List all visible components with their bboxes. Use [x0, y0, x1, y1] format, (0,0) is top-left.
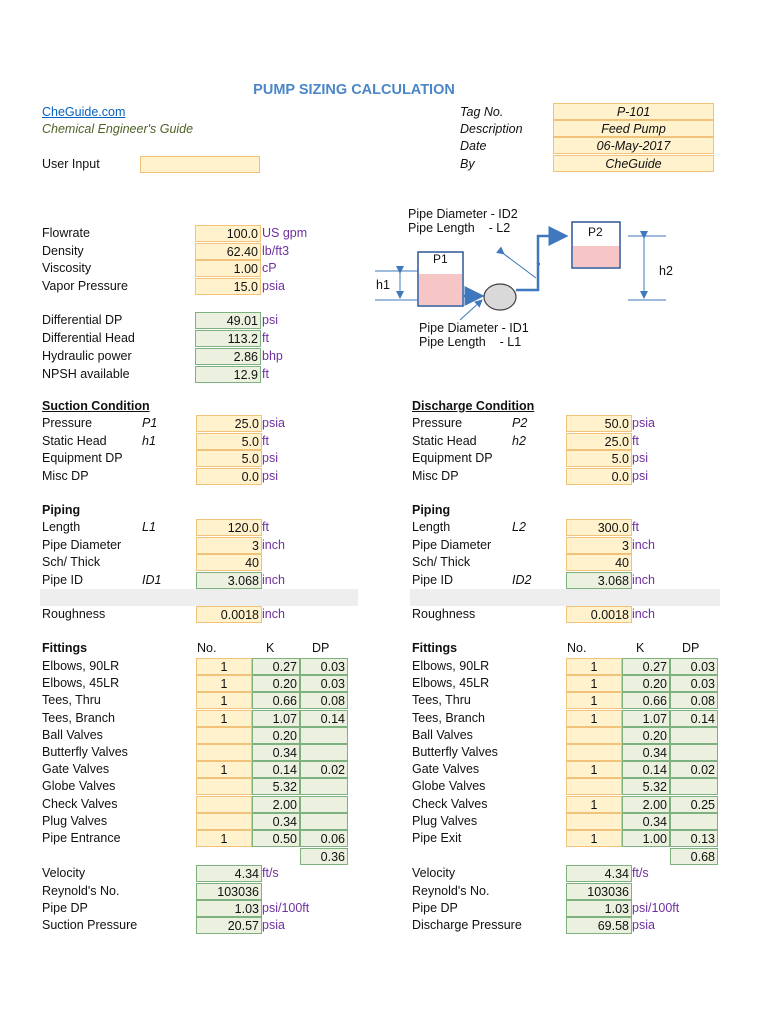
discharge-fitting-name: Gate Valves	[412, 762, 480, 777]
discharge-col-k: K	[636, 641, 645, 655]
suction-header: Suction Condition	[42, 399, 150, 413]
result-unit: bhp	[262, 349, 283, 363]
suction-fitting-count[interactable]	[196, 813, 252, 830]
suction-fitting-k: 0.20	[252, 675, 300, 692]
input-label: Flowrate	[42, 226, 90, 240]
suction-length-unit: ft	[262, 520, 269, 534]
suction-fitting-k: 0.14	[252, 761, 300, 778]
discharge-row-label: Static Head	[412, 433, 477, 448]
discharge-fitting-dp: 0.02	[670, 761, 718, 778]
discharge-fitting-k: 0.34	[622, 744, 670, 761]
suction-fitting-name: Tees, Branch	[42, 710, 115, 725]
suction-row-label: Static Head	[42, 433, 107, 448]
suction-fitting-count[interactable]: 1	[196, 710, 252, 727]
discharge-fitting-name: Elbows, 45LR	[412, 676, 490, 691]
page-title: PUMP SIZING CALCULATION	[253, 82, 455, 98]
discharge-roughness-unit: inch	[632, 607, 655, 621]
pump-icon	[484, 284, 516, 310]
suction-length-label: Length	[42, 520, 81, 534]
discharge-fitting-count[interactable]: 1	[566, 796, 622, 813]
suction-fitting-dp: 0.02	[300, 761, 348, 778]
discharge-separator-band	[410, 589, 720, 606]
suction-fitting-k: 0.66	[252, 692, 300, 709]
discharge-pipe-id-symbol: ID2	[512, 572, 532, 587]
suction-fitting-name: Butterfly Valves	[42, 745, 128, 759]
input-unit: US gpm	[262, 226, 308, 240]
discharge-fitting-count[interactable]: 1	[566, 675, 622, 692]
suction-fitting-name: Gate Valves	[42, 762, 110, 777]
suction-row-label: Equipment DP	[42, 451, 123, 465]
suction-fitting-dp: 0.03	[300, 675, 348, 692]
suction-row-unit: psi	[262, 468, 278, 483]
discharge-fitting-name: Butterfly Valves	[412, 745, 498, 759]
discharge-fitting-count[interactable]: 1	[566, 761, 622, 778]
site-subtitle: Chemical Engineer's Guide	[42, 122, 194, 136]
suction-sch-label: Sch/ Thick	[42, 555, 101, 569]
suction-reynolds-value: 103036	[196, 883, 262, 900]
discharge-fitting-k: 2.00	[622, 796, 670, 813]
suction-final-value: 20.57	[196, 917, 262, 934]
suction-length-symbol: L1	[142, 520, 156, 534]
discharge-fitting-dp	[670, 727, 718, 744]
tag-label: Tag No.	[460, 105, 504, 119]
discharge-fitting-name: Tees, Thru	[412, 693, 471, 708]
discharge-fittings-header: Fittings	[412, 641, 458, 655]
discharge-pipe-id-label: Pipe ID	[412, 572, 453, 587]
description-label: Description	[460, 122, 523, 136]
by-value[interactable]: CheGuide	[553, 155, 714, 172]
input-label: Viscosity	[42, 261, 92, 275]
suction-fitting-k: 2.00	[252, 796, 300, 813]
suction-fitting-dp: 0.06	[300, 830, 348, 847]
discharge-diameter-value[interactable]: 3	[566, 537, 632, 554]
discharge-reynolds-value: 103036	[566, 883, 632, 900]
suction-col-k: K	[266, 641, 275, 655]
suction-velocity-unit: ft/s	[262, 866, 279, 880]
discharge-piping-header: Piping	[412, 503, 451, 517]
discharge-fitting-dp	[670, 813, 718, 830]
suction-fitting-k: 0.27	[252, 658, 300, 675]
discharge-length-label: Length	[412, 520, 451, 534]
discharge-length-value[interactable]: 300.0	[566, 519, 632, 536]
input-label: Vapor Pressure	[42, 278, 128, 293]
suction-diameter-label: Pipe Diameter	[42, 537, 122, 552]
suction-fitting-dp	[300, 744, 348, 761]
suction-fitting-dp	[300, 813, 348, 830]
input-unit: lb/ft3	[262, 243, 290, 258]
date-value[interactable]: 06-May-2017	[553, 137, 714, 154]
discharge-fitting-name: Ball Valves	[412, 727, 473, 742]
suction-pipe-id-value: 3.068	[196, 572, 262, 589]
suction-fitting-name: Plug Valves	[42, 813, 108, 828]
result-value: 12.9	[195, 366, 261, 383]
discharge-fitting-count[interactable]: 1	[566, 710, 622, 727]
suction-row-symbol: P1	[142, 416, 158, 430]
discharge-fitting-dp	[670, 744, 718, 761]
result-unit: ft	[262, 331, 269, 345]
suction-row-value[interactable]: 25.0	[196, 415, 262, 432]
discharge-velocity-value: 4.34	[566, 865, 632, 882]
result-label: Hydraulic power	[42, 349, 132, 363]
h1-label: h1	[376, 278, 390, 292]
suction-fitting-name: Elbows, 45LR	[42, 676, 120, 691]
discharge-reynolds-label: Reynold's No.	[412, 883, 490, 898]
suction-final-unit: psia	[262, 918, 285, 932]
input-value[interactable]: 62.40	[195, 243, 261, 260]
discharge-fitting-dp	[670, 778, 718, 795]
discharge-pipe-id-unit: inch	[632, 572, 655, 587]
discharge-row-label: Equipment DP	[412, 451, 493, 465]
discharge-fitting-dp: 0.08	[670, 692, 718, 709]
suction-fitting-count[interactable]: 1	[196, 761, 252, 778]
input-value[interactable]: 100.0	[195, 225, 261, 242]
suction-row-label: Pressure	[42, 416, 93, 430]
discharge-fitting-name: Globe Valves	[412, 779, 486, 794]
discharge-fitting-dp: 0.03	[670, 675, 718, 692]
discharge-row-label: Pressure	[412, 416, 463, 430]
vessel-p1-liquid	[419, 274, 462, 305]
discharge-fitting-name: Check Valves	[412, 796, 488, 811]
suction-fitting-dp	[300, 778, 348, 795]
discharge-final-value: 69.58	[566, 917, 632, 934]
suction-reynolds-label: Reynold's No.	[42, 883, 120, 898]
discharge-header: Discharge Condition	[412, 399, 535, 413]
suction-row-unit: psia	[262, 416, 285, 430]
vessel-p2-liquid	[573, 246, 619, 267]
suction-fitting-name: Tees, Thru	[42, 693, 101, 708]
suction-velocity-value: 4.34	[196, 865, 262, 882]
discharge-fitting-k: 0.20	[622, 727, 670, 744]
discharge-roughness-label: Roughness	[412, 607, 476, 621]
input-value[interactable]: 15.0	[195, 278, 261, 295]
discharge-sch-value[interactable]: 40	[566, 554, 632, 571]
discharge-fitting-name: Tees, Branch	[412, 710, 485, 725]
result-value: 49.01	[195, 312, 261, 329]
suction-fitting-k: 0.20	[252, 727, 300, 744]
discharge-pipe-id-value: 3.068	[566, 572, 632, 589]
discharge-row-value[interactable]: 5.0	[566, 450, 632, 467]
discharge-sch-label: Sch/ Thick	[412, 555, 471, 569]
user-input-legend	[140, 156, 260, 173]
by-label: By	[460, 157, 475, 171]
suction-col-no: No.	[197, 641, 217, 655]
suction-fitting-count[interactable]	[196, 744, 252, 761]
discharge-fitting-count[interactable]: 1	[566, 692, 622, 709]
discharge-row-value[interactable]: 0.0	[566, 468, 632, 485]
tag-value[interactable]: P-101	[553, 103, 714, 120]
suction-fitting-k: 0.34	[252, 813, 300, 830]
discharge-fitting-k: 0.27	[622, 658, 670, 675]
discharge-diameter-unit: inch	[632, 537, 655, 552]
discharge-col-dp: DP	[682, 641, 700, 655]
p1-label: P1	[433, 252, 448, 266]
discharge-row-unit: ft	[632, 433, 639, 448]
discharge-final-label: Discharge Pressure	[412, 918, 522, 932]
h2-label: h2	[659, 264, 673, 278]
suction-row-value[interactable]: 5.0	[196, 433, 262, 450]
discharge-fitting-k: 1.00	[622, 830, 670, 847]
suction-roughness-unit: inch	[262, 607, 285, 621]
discharge-fitting-count[interactable]	[566, 813, 622, 830]
discharge-fitting-name: Pipe Exit	[412, 831, 462, 845]
p2-label: P2	[588, 225, 603, 239]
suction-length-value[interactable]: 120.0	[196, 519, 262, 536]
suction-fitting-count[interactable]	[196, 778, 252, 795]
suction-pipe_dp-unit: psi/100ft	[262, 901, 310, 915]
suction-row-label: Misc DP	[42, 468, 89, 483]
suction-fitting-k: 0.50	[252, 830, 300, 847]
suction-roughness-value[interactable]: 0.0018	[196, 606, 262, 623]
suction-fitting-k: 5.32	[252, 778, 300, 795]
suction-fitting-dp: 0.03	[300, 658, 348, 675]
discharge-pipe_dp-unit: psi/100ft	[632, 901, 680, 915]
discharge-fittings-total-dp: 0.68	[670, 848, 718, 865]
discharge-fitting-k: 1.07	[622, 710, 670, 727]
discharge-roughness-value[interactable]: 0.0018	[566, 606, 632, 623]
suction-fitting-count[interactable]: 1	[196, 692, 252, 709]
discharge-fitting-count[interactable]: 1	[566, 830, 622, 847]
discharge-fitting-k: 0.20	[622, 675, 670, 692]
discharge-pipe_dp-value: 1.03	[566, 900, 632, 917]
discharge-row-value[interactable]: 25.0	[566, 433, 632, 450]
pipe-diameter-id2: Pipe Diameter - ID2	[408, 207, 518, 221]
suction-fitting-count[interactable]: 1	[196, 830, 252, 847]
discharge-velocity-label: Velocity	[412, 866, 456, 880]
suction-fitting-name: Ball Valves	[42, 727, 103, 742]
description-value[interactable]: Feed Pump	[553, 120, 714, 137]
suction-fitting-count[interactable]	[196, 796, 252, 813]
suction-fittings-total-dp: 0.36	[300, 848, 348, 865]
result-label: Differential Head	[42, 331, 135, 345]
discharge-row-unit: psi	[632, 468, 648, 483]
discharge-line-upper	[538, 236, 566, 264]
discharge-row-unit: psi	[632, 451, 648, 465]
discharge-fitting-count[interactable]	[566, 744, 622, 761]
pipe-length-l2: Pipe Length - L2	[408, 221, 511, 235]
suction-row-value[interactable]: 5.0	[196, 450, 262, 467]
input-value[interactable]: 1.00	[195, 260, 261, 277]
suction-fitting-k: 0.34	[252, 744, 300, 761]
discharge-row-value[interactable]: 50.0	[566, 415, 632, 432]
suction-fitting-dp	[300, 727, 348, 744]
discharge-fitting-k: 0.34	[622, 813, 670, 830]
input-unit: psia	[262, 278, 285, 293]
discharge-fitting-k: 5.32	[622, 778, 670, 795]
discharge-row-label: Misc DP	[412, 468, 459, 483]
suction-fitting-count[interactable]	[196, 727, 252, 744]
suction-velocity-label: Velocity	[42, 866, 86, 880]
discharge-diameter-label: Pipe Diameter	[412, 537, 492, 552]
suction-fitting-k: 1.07	[252, 710, 300, 727]
result-value: 2.86	[195, 348, 261, 365]
discharge-fitting-dp: 0.14	[670, 710, 718, 727]
suction-row-unit: psi	[262, 451, 278, 465]
suction-fitting-count[interactable]: 1	[196, 658, 252, 675]
discharge-row-symbol: h2	[512, 433, 526, 448]
suction-final-label: Suction Pressure	[42, 918, 138, 932]
discharge-fitting-k: 0.66	[622, 692, 670, 709]
suction-row-symbol: h1	[142, 433, 156, 448]
id2-pointer-head	[504, 254, 509, 258]
discharge-fitting-name: Plug Valves	[412, 813, 478, 828]
suction-pipe_dp-value: 1.03	[196, 900, 262, 917]
suction-col-dp: DP	[312, 641, 330, 655]
suction-fitting-dp: 0.14	[300, 710, 348, 727]
discharge-pipe_dp-label: Pipe DP	[412, 901, 458, 915]
discharge-velocity-unit: ft/s	[632, 866, 649, 880]
site-link[interactable]: CheGuide.com	[42, 105, 126, 119]
suction-roughness-label: Roughness	[42, 607, 106, 621]
suction-pipe_dp-label: Pipe DP	[42, 901, 88, 915]
result-unit: ft	[262, 367, 269, 381]
date-label: Date	[460, 139, 487, 153]
suction-piping-header: Piping	[42, 503, 81, 517]
discharge-fitting-dp: 0.03	[670, 658, 718, 675]
suction-sch-value[interactable]: 40	[196, 554, 262, 571]
discharge-col-no: No.	[567, 641, 587, 655]
discharge-fitting-k: 0.14	[622, 761, 670, 778]
suction-fitting-count[interactable]: 1	[196, 675, 252, 692]
discharge-length-unit: ft	[632, 520, 639, 534]
discharge-row-symbol: P2	[512, 416, 528, 430]
suction-pipe-id-symbol: ID1	[142, 572, 162, 587]
discharge-fitting-name: Elbows, 90LR	[412, 659, 490, 673]
suction-fitting-name: Globe Valves	[42, 779, 116, 794]
pipe-length-l1: Pipe Length - L1	[419, 335, 522, 349]
suction-fitting-dp	[300, 796, 348, 813]
pipe-diameter-id1: Pipe Diameter - ID1	[419, 321, 529, 335]
discharge-fitting-count[interactable]: 1	[566, 658, 622, 675]
suction-pipe-id-label: Pipe ID	[42, 572, 83, 587]
suction-separator-band	[40, 589, 358, 606]
discharge-final-unit: psia	[632, 918, 655, 932]
input-unit: cP	[262, 261, 277, 275]
result-value: 113.2	[195, 330, 261, 347]
suction-diameter-value[interactable]: 3	[196, 537, 262, 554]
suction-pipe-id-unit: inch	[262, 572, 285, 587]
input-label: Density	[42, 243, 84, 258]
discharge-line	[516, 264, 540, 290]
suction-diameter-unit: inch	[262, 537, 285, 552]
result-label: NPSH available	[42, 367, 130, 381]
result-label: Differential DP	[42, 313, 123, 327]
discharge-fitting-count[interactable]	[566, 727, 622, 744]
discharge-fitting-count[interactable]	[566, 778, 622, 795]
suction-fitting-dp: 0.08	[300, 692, 348, 709]
discharge-row-unit: psia	[632, 416, 655, 430]
suction-fittings-header: Fittings	[42, 641, 88, 655]
discharge-fitting-dp: 0.25	[670, 796, 718, 813]
discharge-fitting-dp: 0.13	[670, 830, 718, 847]
suction-row-unit: ft	[262, 433, 269, 448]
suction-row-value[interactable]: 0.0	[196, 468, 262, 485]
user-input-label: User Input	[42, 157, 100, 171]
suction-fitting-name: Pipe Entrance	[42, 831, 121, 845]
result-unit: psi	[262, 313, 278, 327]
suction-fitting-name: Elbows, 90LR	[42, 659, 120, 673]
discharge-length-symbol: L2	[512, 520, 526, 534]
suction-fitting-name: Check Valves	[42, 796, 118, 811]
